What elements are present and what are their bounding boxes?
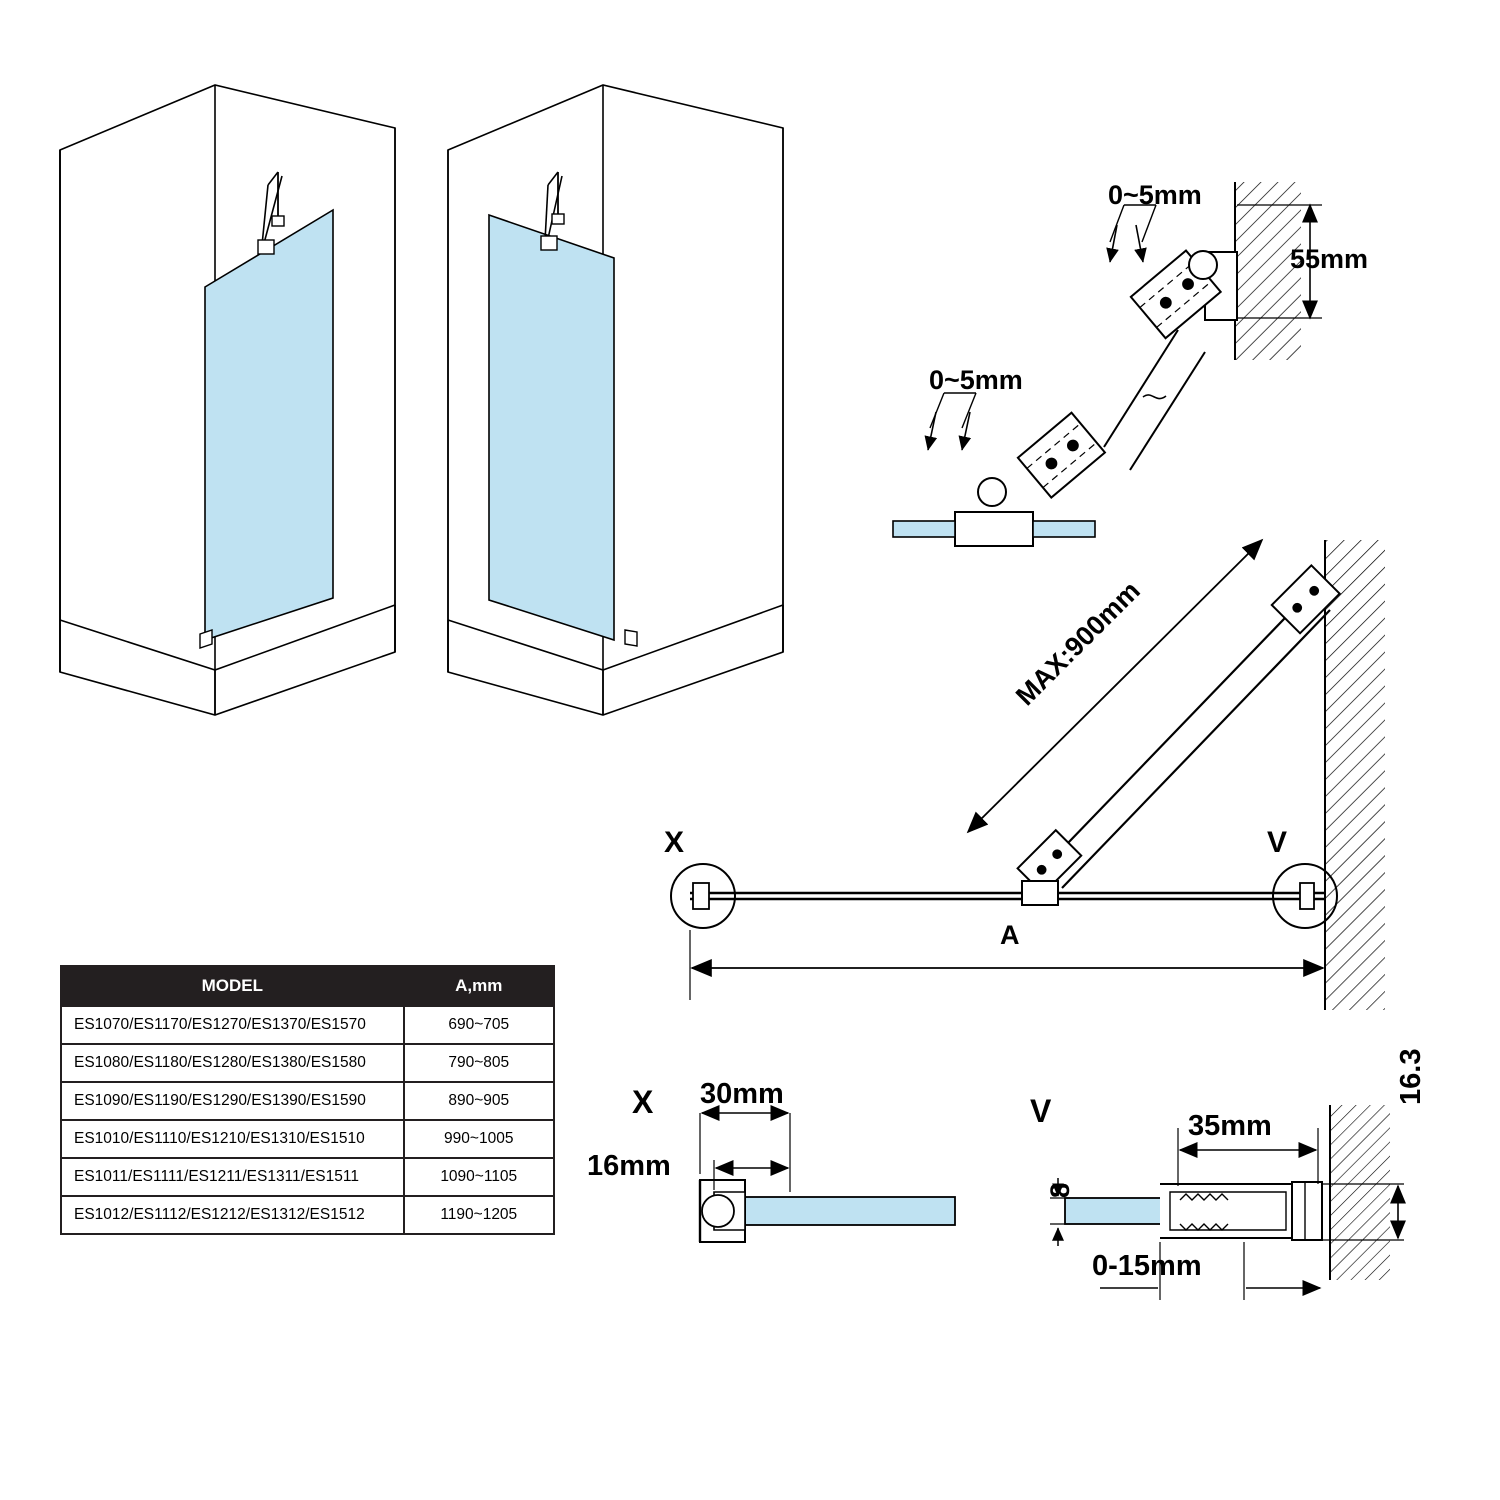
label-detail-v-section: V — [1030, 1093, 1052, 1129]
label-profile-inner-width: 16mm — [587, 1150, 671, 1182]
cell-model: ES1010/ES1110/ES1210/ES1310/ES1510 — [61, 1120, 404, 1158]
label-bracket-gap-top: 0~5mm — [1108, 180, 1202, 210]
detail-x-section — [700, 1113, 955, 1242]
column-header-a: A,mm — [404, 966, 554, 1006]
label-width-a: A — [1000, 920, 1020, 950]
label-adjustment-range: 0-15mm — [1092, 1250, 1202, 1282]
cell-a-value: 890~905 — [404, 1082, 554, 1120]
cell-model: ES1011/ES1111/ES1211/ES1311/ES1511 — [61, 1158, 404, 1196]
table-row — [61, 1158, 554, 1196]
table-row — [61, 1006, 554, 1044]
table-row — [61, 1082, 554, 1120]
label-bracket-gap-bottom: 0~5mm — [929, 365, 1023, 395]
model-dimension-table — [60, 965, 555, 1235]
table-row — [61, 1120, 554, 1158]
label-detail-x-section: X — [632, 1084, 654, 1120]
label-detail-x-plan: X — [664, 826, 685, 859]
label-wall-plate-height: 55mm — [1290, 244, 1369, 274]
cell-model: ES1090/ES1190/ES1290/ES1390/ES1590 — [61, 1082, 404, 1120]
label-bar-max-length: MAX:900mm — [1010, 575, 1146, 712]
table-header-row — [61, 966, 554, 1006]
cell-a-value: 790~805 — [404, 1044, 554, 1082]
label-glass-thickness: 8 — [1045, 1182, 1075, 1198]
cell-a-value: 1190~1205 — [404, 1196, 554, 1234]
cell-model: ES1012/ES1112/ES1212/ES1312/ES1512 — [61, 1196, 404, 1234]
perspective-view-left — [60, 85, 395, 715]
cell-model: ES1080/ES1180/ES1280/ES1380/ES1580 — [61, 1044, 404, 1082]
label-profile-outer-width: 30mm — [700, 1078, 784, 1110]
table-row — [61, 1196, 554, 1234]
cell-model: ES1070/ES1170/ES1270/ES1370/ES1570 — [61, 1006, 404, 1044]
cell-a-value: 990~1005 — [404, 1120, 554, 1158]
cell-a-value: 690~705 — [404, 1006, 554, 1044]
label-wall-profile-width: 35mm — [1188, 1110, 1272, 1142]
column-header-model: MODEL — [61, 966, 404, 1006]
label-wall-profile-height: 16.3 — [1395, 1048, 1427, 1105]
label-detail-v-plan: V — [1267, 826, 1288, 859]
perspective-view-right — [448, 85, 783, 715]
bracket-detail — [893, 182, 1322, 546]
table-row — [61, 1044, 554, 1082]
cell-a-value: 1090~1105 — [404, 1158, 554, 1196]
